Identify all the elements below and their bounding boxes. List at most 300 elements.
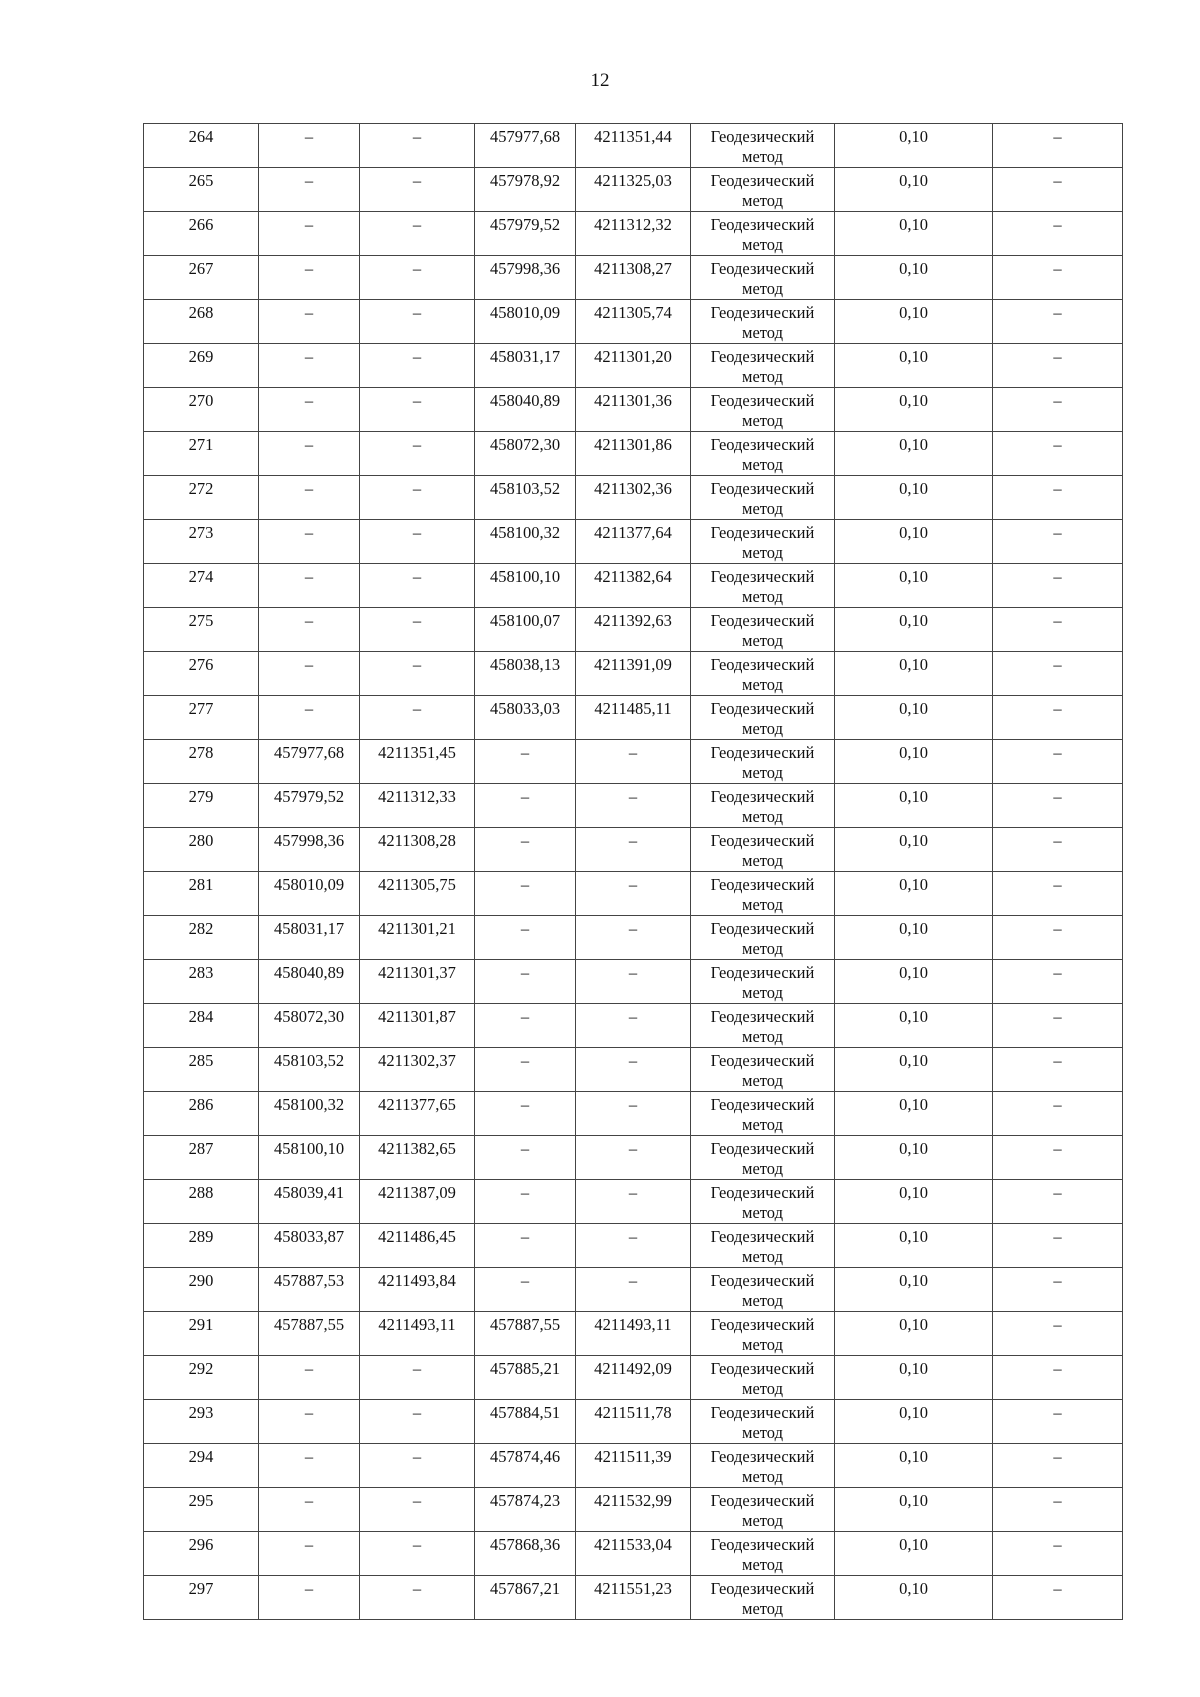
table-cell: 0,10: [835, 740, 993, 784]
table-cell: 284: [144, 1004, 259, 1048]
table-cell: –: [259, 608, 360, 652]
table-cell: 458040,89: [475, 388, 576, 432]
table-cell: 457979,52: [259, 784, 360, 828]
table-cell: 270: [144, 388, 259, 432]
table-cell: 0,10: [835, 1268, 993, 1312]
table-cell: 4211551,23: [576, 1576, 691, 1620]
table-row: [144, 1268, 1123, 1312]
table-cell: –: [993, 1356, 1123, 1400]
table-row: [144, 1400, 1123, 1444]
table-cell: Геодезический метод: [691, 872, 835, 916]
table-cell: 457887,53: [259, 1268, 360, 1312]
table-cell: –: [475, 916, 576, 960]
table-row: [144, 432, 1123, 476]
table-cell: Геодезический метод: [691, 1400, 835, 1444]
table-cell: –: [360, 1488, 475, 1532]
table-cell: –: [993, 1532, 1123, 1576]
table-row: [144, 1444, 1123, 1488]
table-cell: 4211492,09: [576, 1356, 691, 1400]
table-cell: 0,10: [835, 784, 993, 828]
table-cell: Геодезический метод: [691, 608, 835, 652]
table-body: [144, 124, 1123, 1620]
table-cell: 458031,17: [475, 344, 576, 388]
table-cell: –: [360, 1400, 475, 1444]
table-cell: –: [576, 1092, 691, 1136]
table-cell: 0,10: [835, 124, 993, 168]
table-cell: 0,10: [835, 1180, 993, 1224]
table-row: [144, 740, 1123, 784]
table-cell: Геодезический метод: [691, 1092, 835, 1136]
table-cell: 0,10: [835, 696, 993, 740]
table-cell: 0,10: [835, 916, 993, 960]
table-cell: 4211301,21: [360, 916, 475, 960]
table-cell: 4211392,63: [576, 608, 691, 652]
table-cell: 276: [144, 652, 259, 696]
table-row: [144, 300, 1123, 344]
table-cell: –: [576, 784, 691, 828]
table-cell: 267: [144, 256, 259, 300]
table-cell: Геодезический метод: [691, 520, 835, 564]
table-row: [144, 1136, 1123, 1180]
table-cell: –: [475, 1092, 576, 1136]
table-cell: 457868,36: [475, 1532, 576, 1576]
page-number: 12: [590, 70, 610, 91]
table-cell: 458072,30: [475, 432, 576, 476]
table-cell: 4211302,37: [360, 1048, 475, 1092]
table-cell: Геодезический метод: [691, 124, 835, 168]
table-cell: Геодезический метод: [691, 432, 835, 476]
table-cell: 458033,87: [259, 1224, 360, 1268]
table-cell: 4211391,09: [576, 652, 691, 696]
table-cell: –: [993, 432, 1123, 476]
table-cell: –: [475, 872, 576, 916]
table-cell: 4211532,99: [576, 1488, 691, 1532]
table-cell: –: [360, 652, 475, 696]
table-cell: 285: [144, 1048, 259, 1092]
table-cell: 0,10: [835, 564, 993, 608]
table-row: [144, 1356, 1123, 1400]
table-cell: –: [576, 1048, 691, 1092]
table-cell: 4211301,20: [576, 344, 691, 388]
table-cell: –: [475, 740, 576, 784]
table-cell: 4211387,09: [360, 1180, 475, 1224]
table-cell: 0,10: [835, 300, 993, 344]
table-cell: –: [576, 1136, 691, 1180]
table-cell: 4211301,86: [576, 432, 691, 476]
table-cell: –: [576, 916, 691, 960]
table-cell: –: [993, 652, 1123, 696]
table-cell: –: [475, 1136, 576, 1180]
table-row: [144, 1048, 1123, 1092]
table-cell: 4211493,11: [360, 1312, 475, 1356]
table-cell: 4211511,78: [576, 1400, 691, 1444]
table-cell: 286: [144, 1092, 259, 1136]
table-row: [144, 784, 1123, 828]
table-cell: Геодезический метод: [691, 1048, 835, 1092]
table-cell: –: [993, 1092, 1123, 1136]
table-cell: –: [259, 432, 360, 476]
table-cell: –: [993, 1576, 1123, 1620]
table-cell: Геодезический метод: [691, 784, 835, 828]
table-cell: –: [993, 212, 1123, 256]
table-cell: –: [360, 1576, 475, 1620]
table-cell: –: [259, 168, 360, 212]
table-cell: –: [576, 1268, 691, 1312]
table-cell: Геодезический метод: [691, 212, 835, 256]
table-cell: –: [475, 828, 576, 872]
table-cell: 4211308,27: [576, 256, 691, 300]
table-cell: –: [360, 168, 475, 212]
table-cell: 269: [144, 344, 259, 388]
table-cell: 266: [144, 212, 259, 256]
table-cell: Геодезический метод: [691, 1488, 835, 1532]
table-cell: –: [259, 696, 360, 740]
table-cell: 295: [144, 1488, 259, 1532]
table-cell: 458033,03: [475, 696, 576, 740]
table-cell: 272: [144, 476, 259, 520]
table-cell: 290: [144, 1268, 259, 1312]
table-cell: –: [576, 1180, 691, 1224]
table-cell: –: [360, 564, 475, 608]
table-cell: –: [993, 1312, 1123, 1356]
table-cell: 292: [144, 1356, 259, 1400]
table-cell: 277: [144, 696, 259, 740]
table-cell: 0,10: [835, 1488, 993, 1532]
table-cell: –: [576, 740, 691, 784]
table-cell: Геодезический метод: [691, 828, 835, 872]
table-cell: 457977,68: [259, 740, 360, 784]
table-cell: 4211382,64: [576, 564, 691, 608]
table-cell: –: [993, 740, 1123, 784]
table-cell: –: [993, 784, 1123, 828]
table-row: [144, 652, 1123, 696]
table-cell: –: [259, 520, 360, 564]
table-cell: 4211305,75: [360, 872, 475, 916]
table-cell: Геодезический метод: [691, 696, 835, 740]
table-row: [144, 960, 1123, 1004]
table-cell: Геодезический метод: [691, 168, 835, 212]
table-cell: –: [360, 124, 475, 168]
table-cell: –: [993, 1048, 1123, 1092]
table-cell: 457867,21: [475, 1576, 576, 1620]
table-cell: 282: [144, 916, 259, 960]
table-cell: 458072,30: [259, 1004, 360, 1048]
table-cell: 0,10: [835, 960, 993, 1004]
table-cell: –: [259, 1356, 360, 1400]
table-cell: 4211377,64: [576, 520, 691, 564]
table-cell: 4211325,03: [576, 168, 691, 212]
table-cell: –: [360, 696, 475, 740]
table-cell: –: [993, 696, 1123, 740]
table-cell: 4211351,44: [576, 124, 691, 168]
table-cell: 0,10: [835, 1576, 993, 1620]
table-cell: 457887,55: [259, 1312, 360, 1356]
table-cell: 0,10: [835, 608, 993, 652]
table-cell: 274: [144, 564, 259, 608]
table-row: [144, 828, 1123, 872]
table-cell: 0,10: [835, 1136, 993, 1180]
table-row: [144, 256, 1123, 300]
table-cell: 458010,09: [259, 872, 360, 916]
table-cell: 294: [144, 1444, 259, 1488]
table-row: [144, 1092, 1123, 1136]
table-cell: Геодезический метод: [691, 1136, 835, 1180]
table-cell: –: [993, 1268, 1123, 1312]
table-cell: 4211312,33: [360, 784, 475, 828]
table-cell: 0,10: [835, 1048, 993, 1092]
table-cell: Геодезический метод: [691, 652, 835, 696]
table-cell: 458103,52: [259, 1048, 360, 1092]
table-cell: –: [475, 1004, 576, 1048]
table-cell: 281: [144, 872, 259, 916]
table-cell: 4211308,28: [360, 828, 475, 872]
table-cell: 457887,55: [475, 1312, 576, 1356]
table-row: [144, 1488, 1123, 1532]
table-cell: –: [993, 124, 1123, 168]
table-cell: 457998,36: [475, 256, 576, 300]
table-row: [144, 212, 1123, 256]
table-cell: –: [360, 212, 475, 256]
table-cell: –: [576, 872, 691, 916]
table-cell: –: [993, 1400, 1123, 1444]
table-cell: –: [360, 432, 475, 476]
table-cell: 0,10: [835, 344, 993, 388]
table-cell: 457874,46: [475, 1444, 576, 1488]
table-cell: –: [993, 520, 1123, 564]
table-cell: 4211493,11: [576, 1312, 691, 1356]
table-cell: 288: [144, 1180, 259, 1224]
table-cell: Геодезический метод: [691, 1444, 835, 1488]
table-cell: 457885,21: [475, 1356, 576, 1400]
table-cell: Геодезический метод: [691, 1576, 835, 1620]
table-cell: –: [576, 1004, 691, 1048]
table-cell: –: [475, 1224, 576, 1268]
table-cell: 458100,32: [475, 520, 576, 564]
table-cell: –: [993, 1004, 1123, 1048]
table-cell: –: [259, 388, 360, 432]
table-cell: –: [993, 1444, 1123, 1488]
table-cell: –: [475, 960, 576, 1004]
table-cell: Геодезический метод: [691, 344, 835, 388]
table-cell: –: [993, 168, 1123, 212]
table-cell: 457977,68: [475, 124, 576, 168]
table-cell: –: [360, 256, 475, 300]
table-cell: –: [475, 1268, 576, 1312]
table-cell: 457874,23: [475, 1488, 576, 1532]
table-cell: 291: [144, 1312, 259, 1356]
table-cell: –: [360, 476, 475, 520]
table-cell: 0,10: [835, 476, 993, 520]
table-cell: –: [259, 1532, 360, 1576]
table-cell: –: [259, 1488, 360, 1532]
table-row: [144, 1532, 1123, 1576]
table-row: [144, 696, 1123, 740]
table-cell: –: [259, 300, 360, 344]
coordinates-table: [143, 123, 1123, 1620]
table-cell: Геодезический метод: [691, 1532, 835, 1576]
table-cell: Геодезический метод: [691, 476, 835, 520]
table-cell: –: [259, 344, 360, 388]
table-cell: 279: [144, 784, 259, 828]
table-cell: 0,10: [835, 256, 993, 300]
table-cell: Геодезический метод: [691, 960, 835, 1004]
table-cell: Геодезический метод: [691, 740, 835, 784]
table-cell: Геодезический метод: [691, 300, 835, 344]
table-cell: 0,10: [835, 1312, 993, 1356]
table-cell: 283: [144, 960, 259, 1004]
table-row: [144, 1004, 1123, 1048]
table-cell: –: [993, 1488, 1123, 1532]
table-cell: –: [993, 916, 1123, 960]
table-cell: 458100,32: [259, 1092, 360, 1136]
table-cell: 0,10: [835, 872, 993, 916]
table-cell: –: [475, 784, 576, 828]
table-cell: –: [576, 960, 691, 1004]
table-cell: 458103,52: [475, 476, 576, 520]
table-cell: 271: [144, 432, 259, 476]
table-cell: 0,10: [835, 652, 993, 696]
table-row: [144, 388, 1123, 432]
table-cell: –: [993, 608, 1123, 652]
table-cell: 264: [144, 124, 259, 168]
table-cell: 0,10: [835, 388, 993, 432]
table-cell: 0,10: [835, 1400, 993, 1444]
table-cell: 4211486,45: [360, 1224, 475, 1268]
table-row: [144, 344, 1123, 388]
table-cell: 0,10: [835, 212, 993, 256]
table-cell: –: [259, 1444, 360, 1488]
table-cell: 4211351,45: [360, 740, 475, 784]
table-cell: Геодезический метод: [691, 1180, 835, 1224]
table-cell: 457884,51: [475, 1400, 576, 1444]
table-cell: 293: [144, 1400, 259, 1444]
table-cell: –: [993, 476, 1123, 520]
table-cell: 297: [144, 1576, 259, 1620]
table-cell: 4211312,32: [576, 212, 691, 256]
table-cell: 0,10: [835, 1532, 993, 1576]
table-cell: 4211533,04: [576, 1532, 691, 1576]
table-cell: 458040,89: [259, 960, 360, 1004]
table-cell: 0,10: [835, 828, 993, 872]
table-cell: 296: [144, 1532, 259, 1576]
table-cell: 0,10: [835, 1004, 993, 1048]
table-cell: 4211305,74: [576, 300, 691, 344]
table-row: [144, 1180, 1123, 1224]
table-cell: –: [993, 1136, 1123, 1180]
table-cell: –: [259, 1400, 360, 1444]
table-row: [144, 124, 1123, 168]
table-row: [144, 1576, 1123, 1620]
table-cell: Геодезический метод: [691, 1312, 835, 1356]
table-cell: 0,10: [835, 1444, 993, 1488]
table-cell: Геодезический метод: [691, 1224, 835, 1268]
table-cell: –: [360, 344, 475, 388]
table-cell: –: [993, 564, 1123, 608]
table-cell: –: [360, 1444, 475, 1488]
table-cell: –: [993, 872, 1123, 916]
table-cell: –: [475, 1048, 576, 1092]
table-cell: 0,10: [835, 1092, 993, 1136]
table-cell: –: [993, 256, 1123, 300]
table-cell: 4211493,84: [360, 1268, 475, 1312]
table-cell: 0,10: [835, 1224, 993, 1268]
table-cell: 0,10: [835, 432, 993, 476]
table-cell: –: [993, 828, 1123, 872]
table-row: [144, 608, 1123, 652]
table-cell: 4211302,36: [576, 476, 691, 520]
table-row: [144, 1312, 1123, 1356]
table-cell: 4211301,87: [360, 1004, 475, 1048]
table-row: [144, 1224, 1123, 1268]
table-row: [144, 520, 1123, 564]
table-cell: Геодезический метод: [691, 388, 835, 432]
table-cell: –: [360, 388, 475, 432]
table-cell: –: [475, 1180, 576, 1224]
table-cell: 4211485,11: [576, 696, 691, 740]
table-cell: Геодезический метод: [691, 1356, 835, 1400]
table-cell: 458038,13: [475, 652, 576, 696]
table-cell: 4211301,37: [360, 960, 475, 1004]
table-cell: 458031,17: [259, 916, 360, 960]
table-cell: 265: [144, 168, 259, 212]
table-cell: 4211377,65: [360, 1092, 475, 1136]
table-cell: 0,10: [835, 520, 993, 564]
table-cell: 273: [144, 520, 259, 564]
table-cell: –: [993, 1224, 1123, 1268]
table-cell: 278: [144, 740, 259, 784]
table-cell: 458100,10: [475, 564, 576, 608]
table-row: [144, 916, 1123, 960]
table-cell: Геодезический метод: [691, 916, 835, 960]
table-cell: 4211511,39: [576, 1444, 691, 1488]
table-cell: 0,10: [835, 1356, 993, 1400]
table-cell: –: [259, 564, 360, 608]
table-cell: –: [360, 1532, 475, 1576]
table-cell: –: [993, 960, 1123, 1004]
table-row: [144, 872, 1123, 916]
table-cell: –: [993, 1180, 1123, 1224]
table-cell: Геодезический метод: [691, 564, 835, 608]
table-row: [144, 168, 1123, 212]
table-cell: –: [360, 300, 475, 344]
table-row: [144, 476, 1123, 520]
table-cell: –: [576, 828, 691, 872]
table-cell: Геодезический метод: [691, 256, 835, 300]
table-cell: –: [993, 388, 1123, 432]
table-cell: 287: [144, 1136, 259, 1180]
table-cell: –: [259, 212, 360, 256]
table-cell: 458039,41: [259, 1180, 360, 1224]
table-cell: 275: [144, 608, 259, 652]
table-cell: 4211382,65: [360, 1136, 475, 1180]
table-cell: –: [259, 652, 360, 696]
table-cell: –: [360, 608, 475, 652]
table-cell: 280: [144, 828, 259, 872]
table-cell: –: [576, 1224, 691, 1268]
table-cell: 4211301,36: [576, 388, 691, 432]
table-cell: –: [993, 300, 1123, 344]
table-cell: 0,10: [835, 168, 993, 212]
table-cell: –: [259, 1576, 360, 1620]
table-cell: –: [259, 256, 360, 300]
table-cell: 457979,52: [475, 212, 576, 256]
table-cell: 458010,09: [475, 300, 576, 344]
table-row: [144, 564, 1123, 608]
table-cell: –: [360, 520, 475, 564]
table-cell: –: [993, 344, 1123, 388]
table-cell: –: [259, 476, 360, 520]
table-cell: 268: [144, 300, 259, 344]
